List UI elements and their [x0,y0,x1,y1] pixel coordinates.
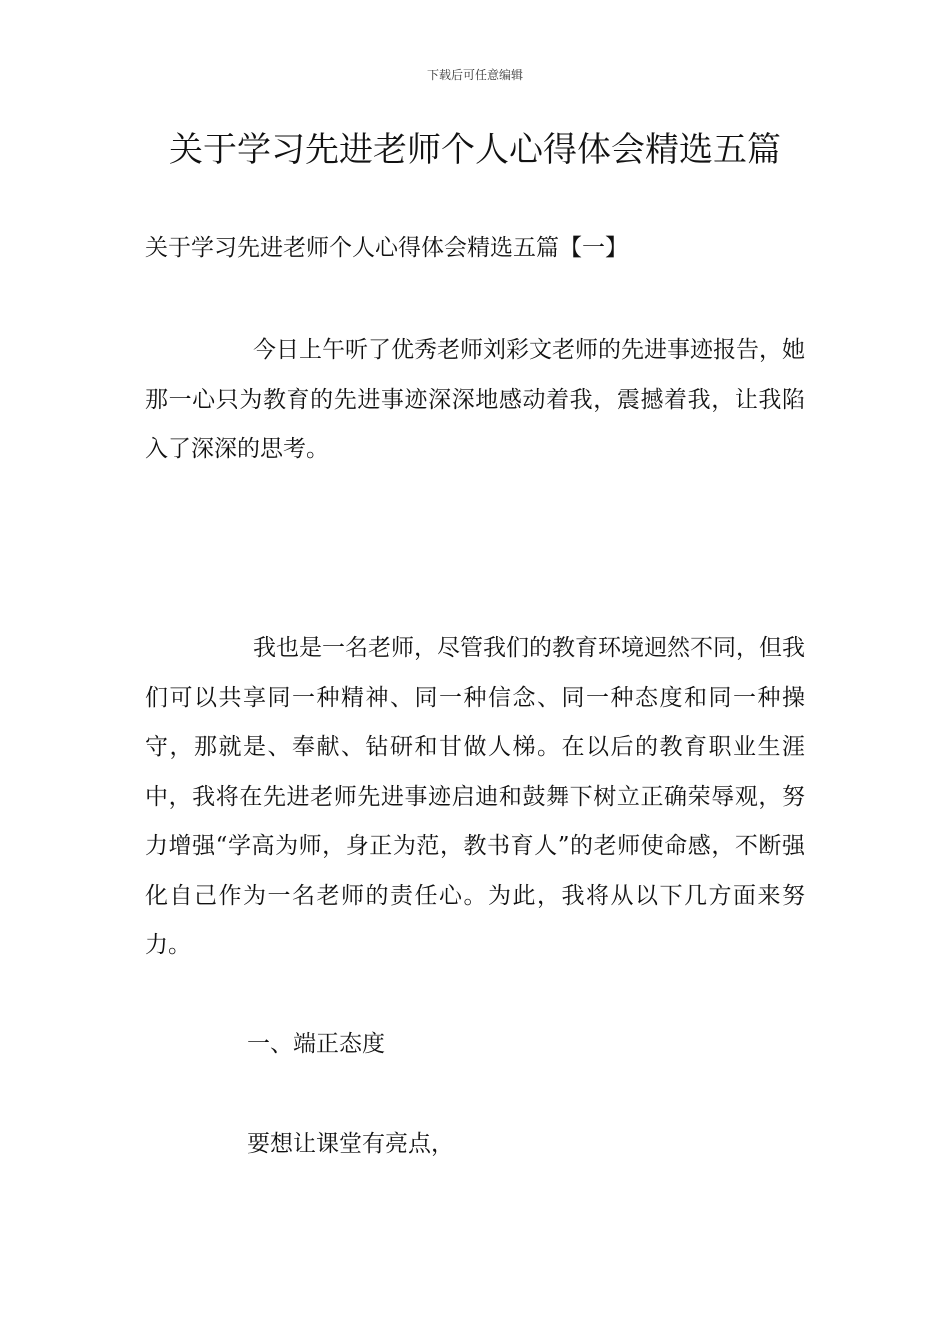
document-title: 关于学习先进老师个人心得体会精选五篇 [169,130,781,170]
lead-text: 要想让课堂有亮点， [247,1131,454,1157]
section-subtitle: 关于学习先进老师个人心得体会精选五篇【一】 [145,235,628,261]
header-note: 下载后可任意编辑 [426,68,523,82]
paragraph-1: 今日上午听了优秀老师刘彩文老师的先进事迹报告，她那一心只为教育的先进事迹深深地感动着我，震撼着我，让我陷入了深深的思考。 [145,337,805,462]
paragraph-2: 我也是一名老师，尽管我们的教育环境迥然不同，但我们可以共享同一种精神、同一种信念、同一种态度和同一种操守，那就是、奉献、钻研和甘做人梯。在以后的教育职业生涯中，我将在先进老师先进事迹启迪和鼓舞下树立正确荣辱观，努力增强“学高为师，身正为范，教书育人”的老师使命感，不断强化自己作为一名老师的责任心。为此，我将从以下几方面来努力。 [145,635,805,958]
section-heading: 一、端正态度 [247,1031,385,1057]
